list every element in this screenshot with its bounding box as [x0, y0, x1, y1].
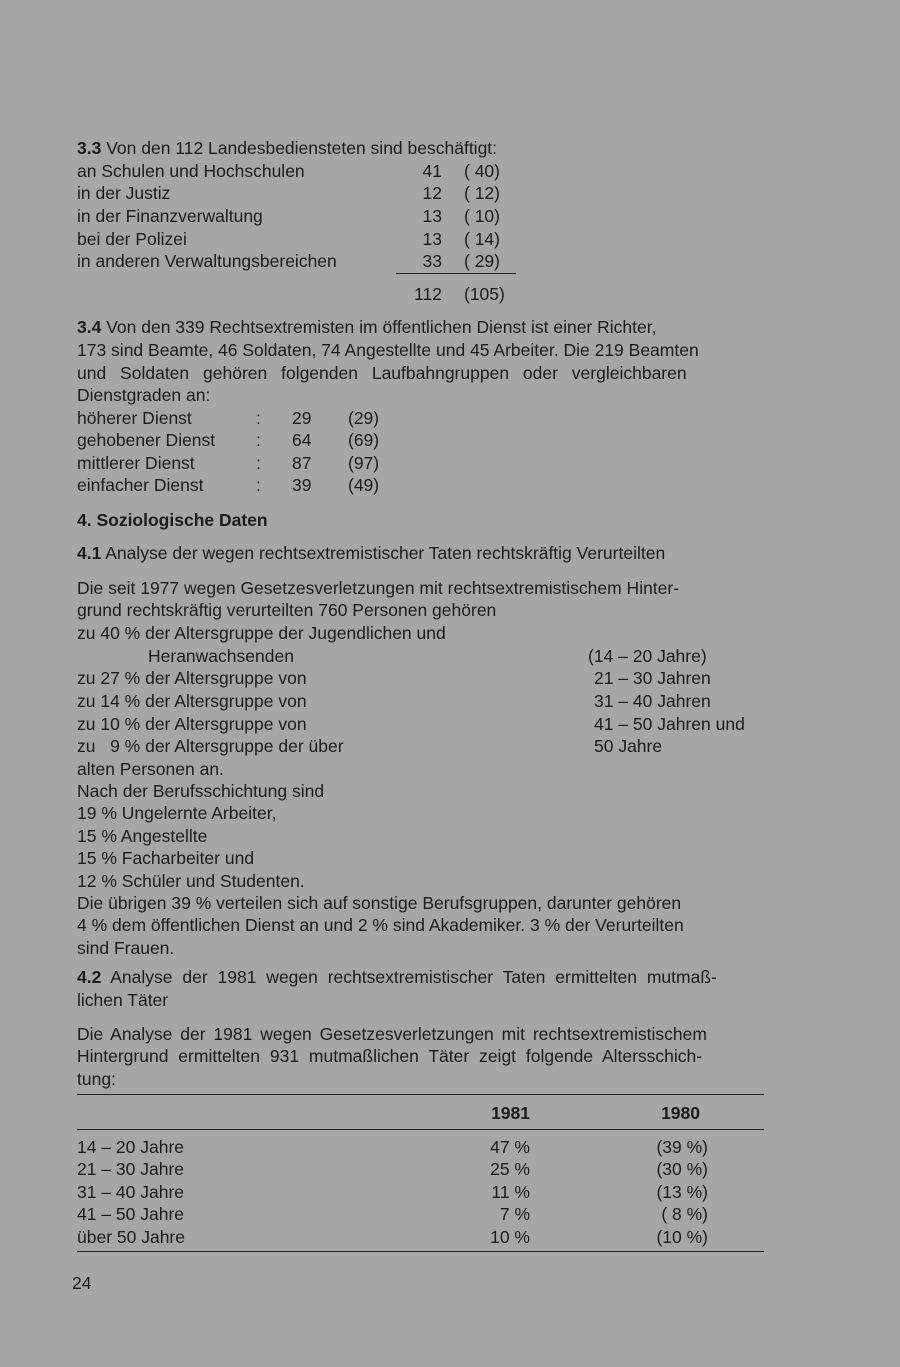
paragraph-line: sind Frauen.	[77, 938, 175, 958]
paragraph-line: 15 % Facharbeiter und	[77, 848, 255, 868]
table-cell: (10 %)	[656, 1227, 708, 1247]
career-prev: (97)	[348, 453, 380, 473]
table-header: 1980	[661, 1103, 700, 1123]
table-header-rule	[77, 1129, 764, 1130]
age-text: Heranwachsenden	[148, 646, 294, 666]
colon: :	[256, 408, 261, 428]
page-number: 24	[72, 1273, 92, 1293]
paragraph-line: grund rechtskräftig verurteilten 760 Personen gehören	[77, 600, 497, 620]
career-label: einfacher Dienst	[77, 475, 204, 495]
career-value: 39	[292, 475, 312, 495]
paragraph-line: Die seit 1977 wegen Gesetzesverletzungen mit rechtsextremistischem Hinter-	[77, 578, 680, 598]
paragraph-line: Die übrigen 39 % verteilen sich auf sonstige Berufsgruppen, darunter gehören	[77, 893, 682, 913]
career-label: mittlerer Dienst	[77, 453, 195, 473]
table-cell: 7 %	[499, 1204, 530, 1224]
section-number: 4.2	[77, 967, 102, 987]
employment-prev: ( 10)	[464, 206, 500, 226]
section-4-2-title	[77, 966, 717, 989]
section-number: 3.4	[77, 317, 102, 337]
age-text: zu 14 % der Altersgruppe von	[77, 691, 307, 711]
career-label: höherer Dienst	[77, 408, 192, 428]
career-value: 29	[292, 408, 312, 428]
paragraph-line: Nach der Berufsschichtung sind	[77, 781, 325, 801]
table-cell: (39 %)	[656, 1137, 708, 1157]
table-row-label: 41 – 50 Jahre	[77, 1204, 185, 1224]
employment-prev: ( 29)	[464, 251, 500, 271]
paragraph-line: tung:	[77, 1069, 116, 1089]
paragraph-line: zu 40 % der Altersgruppe der Jugendlichen und	[77, 623, 446, 643]
career-value: 64	[292, 430, 312, 450]
employment-value: 13	[422, 229, 442, 249]
table-cell: 25 %	[490, 1159, 530, 1179]
employment-label: in der Justiz	[77, 183, 171, 203]
section-4-heading: 4. Soziologische Daten	[77, 510, 268, 530]
section-title-text: Analyse der 1981 wegen rechtsextremistischer Taten ermittelten mutmaß-	[110, 967, 717, 987]
age-range: 21 – 30 Jahren	[594, 668, 711, 688]
employment-value: 41	[422, 161, 442, 181]
paragraph-line: Die Analyse der 1981 wegen Gesetzesverletzungen mit rechtsextremistischem	[77, 1024, 707, 1044]
table-row-label: 21 – 30 Jahre	[77, 1159, 185, 1179]
table-row-label: 14 – 20 Jahre	[77, 1137, 185, 1157]
section-3-4-line	[77, 316, 656, 339]
age-text: zu 27 % der Altersgruppe von	[77, 668, 307, 688]
age-range: 50 Jahre	[594, 736, 663, 756]
table-cell: ( 8 %)	[661, 1204, 708, 1224]
career-prev: (29)	[348, 408, 380, 428]
colon: :	[256, 453, 261, 473]
employment-label: in der Finanzverwaltung	[77, 206, 263, 226]
employment-prev: ( 14)	[464, 229, 500, 249]
age-range: 31 – 40 Jahren	[594, 691, 711, 711]
colon: :	[256, 430, 261, 450]
section-number: 3.3	[77, 138, 102, 158]
career-label: gehobener Dienst	[77, 430, 216, 450]
section-title-text: lichen Täter	[77, 990, 169, 1010]
table-cell: 47 %	[490, 1137, 530, 1157]
employment-prev: ( 40)	[464, 161, 500, 181]
paragraph-line: 12 % Schüler und Studenten.	[77, 871, 305, 891]
table-bottom-rule	[77, 1251, 764, 1252]
career-value: 87	[292, 453, 312, 473]
employment-value: 33	[422, 251, 442, 271]
paragraph-line: 173 sind Beamte, 46 Soldaten, 74 Angestellte und 45 Arbeiter. Die 219 Beamten	[77, 340, 699, 360]
table-row-label: 31 – 40 Jahre	[77, 1182, 185, 1202]
employment-total: 112	[414, 284, 442, 304]
employment-label: an Schulen und Hochschulen	[77, 161, 305, 181]
employment-prev: ( 12)	[464, 183, 500, 203]
paragraph-line: 19 % Ungelernte Arbeiter,	[77, 803, 277, 823]
section-number: 4.1	[77, 543, 102, 563]
age-range: (14 – 20 Jahre)	[588, 646, 707, 666]
paragraph-line: 15 % Angestellte	[77, 826, 208, 846]
section-4-1-title	[77, 542, 665, 565]
paragraph-line: Von den 339 Rechtsextremisten im öffentlichen Dienst ist einer Richter,	[106, 317, 657, 337]
table-cell: 10 %	[490, 1227, 530, 1247]
table-top-rule	[77, 1094, 764, 1095]
paragraph-line: 4 % dem öffentlichen Dienst an und 2 % sind Akademiker. 3 % der Verurteilten	[77, 915, 684, 935]
section-title-text: Analyse der wegen rechtsextremistischer Taten rechtskräftig Verurteilten	[105, 543, 666, 563]
age-text: zu 10 % der Altersgruppe von	[77, 714, 307, 734]
colon: :	[256, 475, 261, 495]
paragraph-line: Dienstgraden an:	[77, 385, 211, 405]
table-header: 1981	[491, 1103, 530, 1123]
section-3-3-heading	[77, 137, 497, 160]
paragraph-line: alten Personen an.	[77, 759, 224, 779]
employment-label: bei der Polizei	[77, 229, 187, 249]
sum-rule	[396, 273, 516, 274]
employment-value: 12	[422, 183, 442, 203]
table-cell: (30 %)	[656, 1159, 708, 1179]
employment-label: in anderen Verwaltungsbereichen	[77, 251, 337, 271]
career-prev: (69)	[348, 430, 380, 450]
section-heading-text: Von den 112 Landesbediensteten sind beschäftigt:	[106, 138, 498, 158]
employment-total-prev: (105)	[464, 284, 505, 304]
age-range: 41 – 50 Jahren und	[594, 714, 745, 734]
paragraph-line: Hintergrund ermittelten 931 mutmaßlichen Täter zeigt folgende Altersschich-	[77, 1046, 703, 1066]
paragraph-line: und Soldaten gehören folgenden Laufbahngruppen oder vergleichbaren	[77, 363, 687, 383]
table-row-label: über 50 Jahre	[77, 1227, 185, 1247]
career-prev: (49)	[348, 475, 380, 495]
table-cell: 11 %	[491, 1182, 530, 1202]
employment-value: 13	[422, 206, 442, 226]
age-text: zu 9 % der Altersgruppe der über	[77, 736, 344, 756]
table-cell: (13 %)	[656, 1182, 708, 1202]
